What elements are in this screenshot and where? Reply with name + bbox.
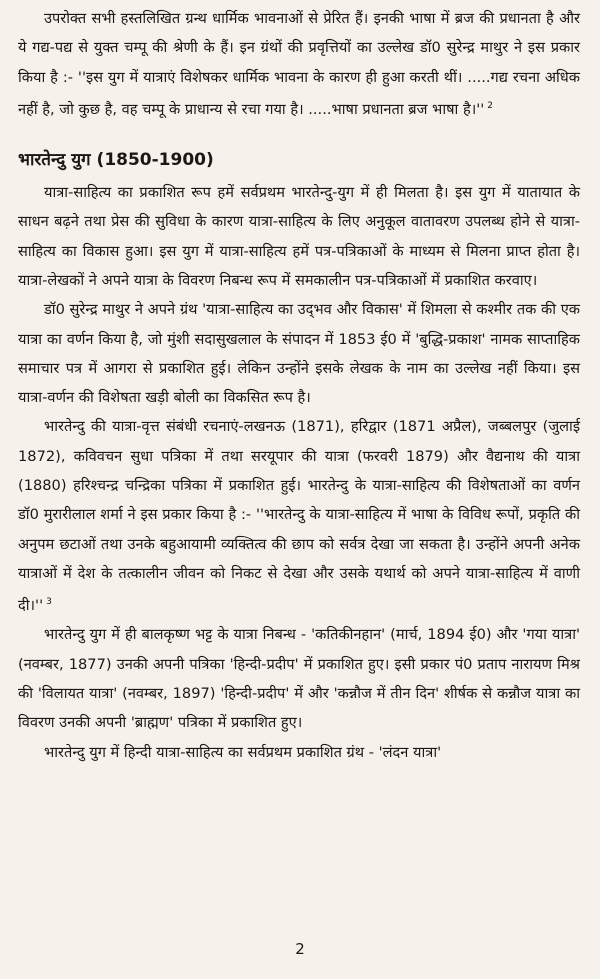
book-page xyxy=(18,4,580,767)
body-paragraph: भारतेन्दु की यात्रा-वृत्त संबंधी रचनाएं-लखनऊ (1871), हरिद्वार (1871 अप्रैल), जब्बलपुर (जुलाई 1872), कविवचन सुधा पत्रिका में तथा सरयूपार की यात्रा (फरवरी 1879) और वैद्यनाथ की यात्रा (1880) हरिश्चन्द्र चन्द्रिका पत्रिका में प्रकाशित हुई। भारतेन्दु के यात्रा-साहित्य की विशेषताओं का वर्णन डॉ0 मुरारीलाल शर्मा ने इस प्रकार किया है :- ''भारतेन्दु के यात्रा-साहित्य में भाषा के विविध रूपों, प्रकृति की अनुपम छटाओं तथा उनके बहुआयामी व्यक्तित्व की छाप को सर्वत्र देखा जा सकता है। उन्होंने अपनी अनेक यात्राओं में देश के तत्कालीन जीवन को निकट से देखा और उसके यथार्थ को अपने यात्रा-साहित्य में वाणी दी।'' $^3$ xyxy=(18,418,580,615)
body-paragraph: भारतेन्दु युग में हिन्दी यात्रा-साहित्य का सर्वप्रथम प्रकाशित ग्रंथ - 'लंदन यात्रा' xyxy=(44,743,442,761)
intro-paragraph: उपरोक्त सभी हस्तलिखित ग्रन्थ धार्मिक भावनाओं से प्रेरित हैं। इनकी भाषा में ब्रज की प्रधानता है और ये गद्य-पद्य से युक्त चम्पू की श्रेणी के हैं। इन ग्रंथों की प्रवृत्तियों का उल्लेख डॉ0 सुरेन्द्र माथुर ने इस प्रकार किया है :- ''इस युग में यात्राएं विशेषकर धार्मिक भावना के कारण ही हुआ करती थीं। .....गद्य रचना अधिक नहीं है, जो कुछ है, वह चम्पू के प्राधान्य से रचा गया है। .....भाषा प्रधानता ब्रज भाषा है।'' $^2$ xyxy=(18,10,580,118)
section-heading: भारतेन्दु युग (1850-1900) xyxy=(18,150,214,171)
page-number: 2 xyxy=(295,940,305,958)
body-paragraph: डॉ0 सुरेन्द्र माथुर ने अपने ग्रंथ 'यात्रा-साहित्य का उद्‌भव और विकास' में शिमला से कश्मीर तक की एक यात्रा का वर्णन किया है, जो मुंशी सदासुखलाल के संपादन में 1853 ई0 में 'बुद्धि-प्रकाश' नामक साप्ताहिक समाचार पत्र में आगरा से प्रकाशित हुई। लेकिन उन्होंने इसके लेखक के नाम का उल्लेख नहीं किया। इस यात्रा-वर्णन की विशेषता खड़ी बोली का विकसित रूप है। xyxy=(18,301,580,407)
footnote-marker: 3 xyxy=(46,597,52,608)
body-paragraph: यात्रा-साहित्य का प्रकाशित रूप हमें सर्वप्रथम भारतेन्दु-युग में ही मिलता है। इस युग में यातायात के साधन बढ़ने तथा प्रेस की सुविधा के कारण यात्रा-साहित्य के लिए अनुकूल वातावरण उपलब्ध होने से यात्रा-साहित्य का विकास हुआ। इस युग में यात्रा-साहित्य हमें पत्र-पत्रिकाओं के माध्यम से मिलना प्राप्त होता है। यात्रा-लेखकों ने अपने यात्रा के विवरण निबन्ध रूप में समकालीन पत्र-पत्रिकाओं में प्रकाशित करवाए। xyxy=(18,184,580,289)
body-paragraph: भारतेन्दु युग में ही बालकृष्ण भट्ट के यात्रा निबन्ध - 'कतिकीनहान' (मार्च, 1894 ई0) और 'गया यात्रा' (नवम्बर, 1877) उनकी अपनी पत्रिका 'हिन्दी-प्रदीप' में प्रकाशित हुए। इसी प्रकार पं0 प्रताप नारायण मिश्र की 'विलायत यात्रा' (नवम्बर, 1897) 'हिन्दी-प्रदीप' में और 'कन्नौज में तीन दिन' शीर्षक से कन्नौज यात्रा का विवरण उनकी अपनी 'ब्राह्मण' पत्रिका में प्रकाशित हुए। xyxy=(18,626,580,732)
footnote-marker: 2 xyxy=(487,100,493,111)
